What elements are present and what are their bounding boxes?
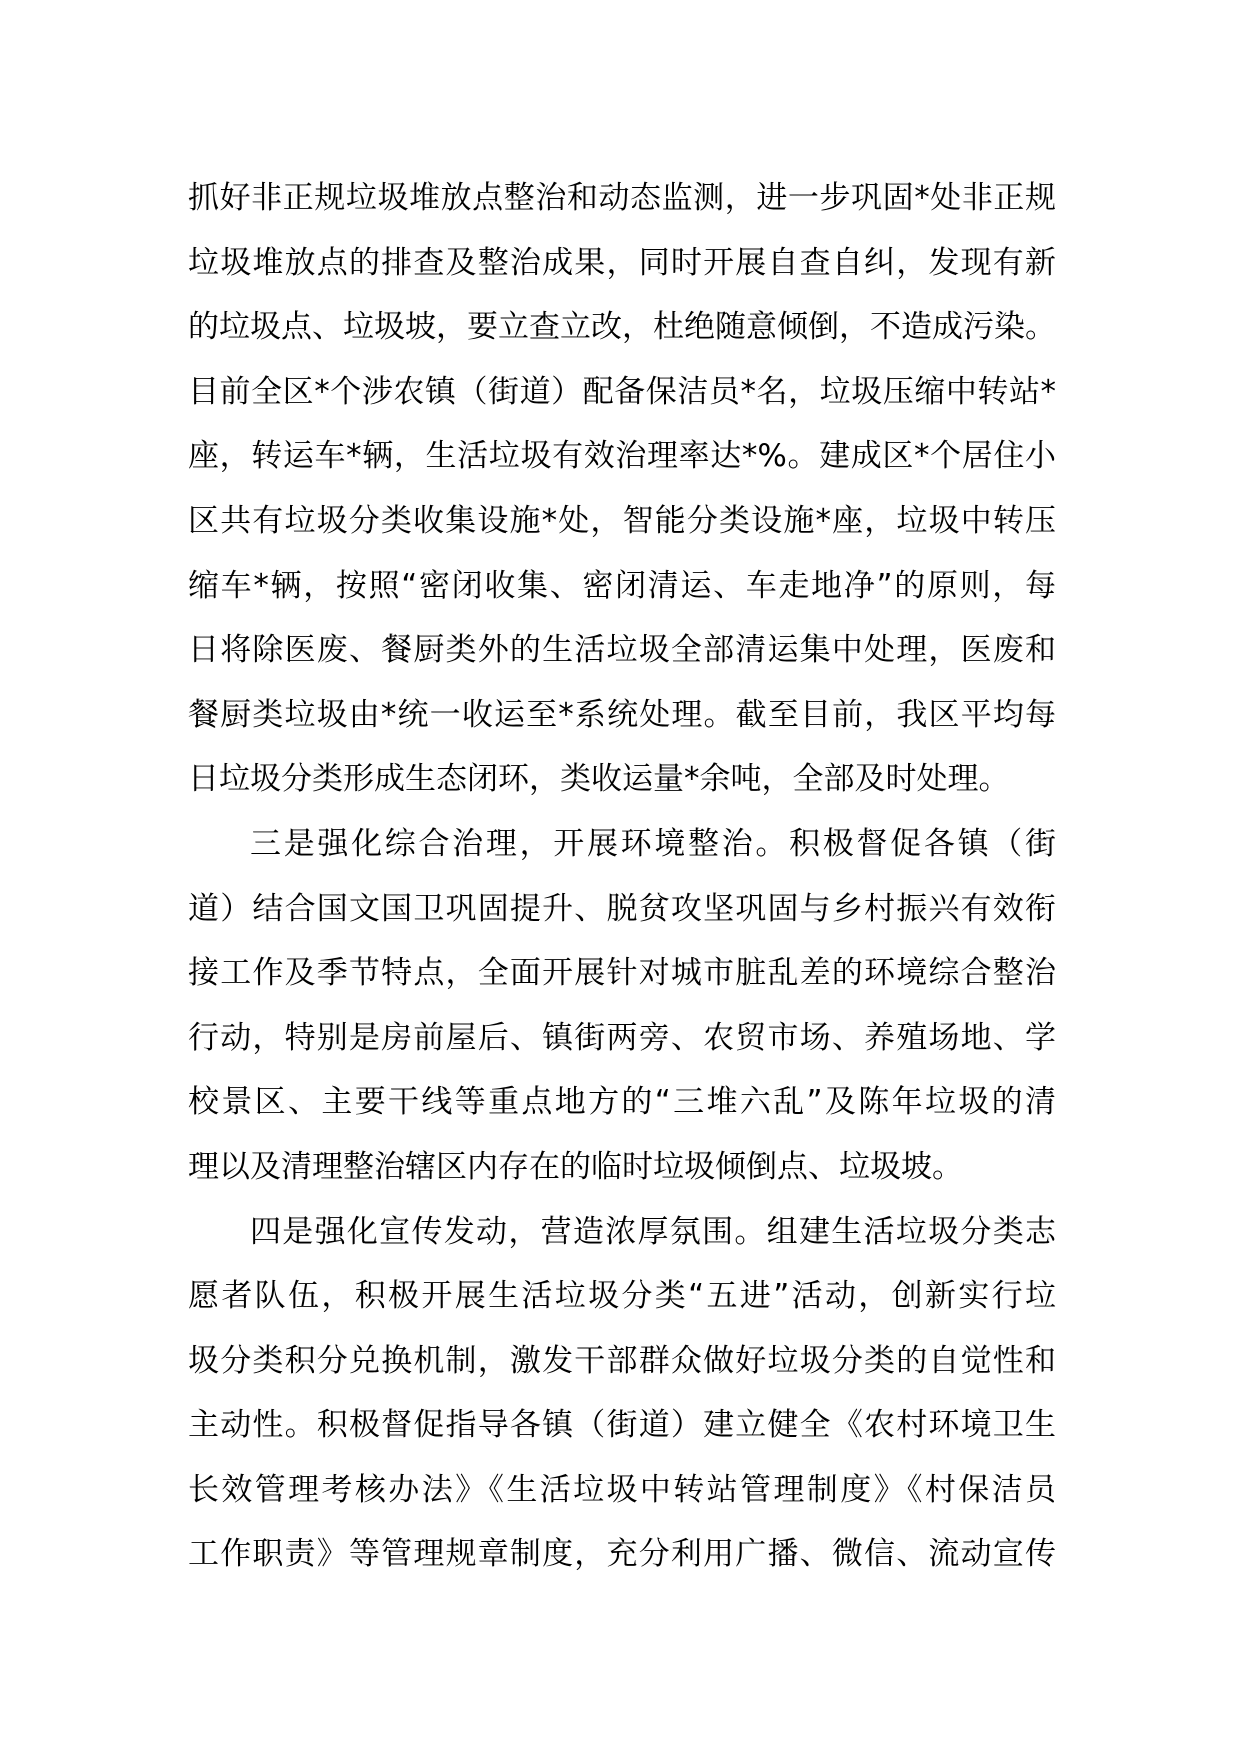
- text-line: 的垃圾点、垃圾坡，要立查立改，杜绝随意倾倒，不造成污染。: [188, 309, 1056, 346]
- text-line: 缩车*辆，按照“密闭收集、密闭清运、车走地净”的原则，每: [188, 567, 1056, 604]
- paragraph-2: [188, 812, 1056, 1200]
- text-line: 日将除医废、餐厨类外的生活垃圾全部清运集中处理，医废和: [188, 632, 1056, 669]
- text-line: 区共有垃圾分类收集设施*处，智能分类设施*座，垃圾中转压: [188, 502, 1056, 539]
- text-line: 目前全区*个涉农镇（街道）配备保洁员*名，垃圾压缩中转站*: [188, 373, 1056, 410]
- text-line: 工作职责》等管理规章制度，充分利用广播、微信、流动宣传: [188, 1536, 1056, 1573]
- text-line: 长效管理考核办法》《生活垃圾中转站管理制度》《村保洁员: [188, 1471, 1056, 1508]
- text-line: 抓好非正规垃圾堆放点整治和动态监测，进一步巩固*处非正规: [188, 180, 1056, 216]
- text-line: 行动，特别是房前屋后、镇街两旁、农贸市场、养殖场地、学: [188, 1019, 1056, 1056]
- text-line: 接工作及季节特点，全面开展针对城市脏乱差的环境综合整治: [188, 955, 1056, 992]
- text-line: 校景区、主要干线等重点地方的“三堆六乱”及陈年垃圾的清: [188, 1084, 1056, 1121]
- text-line: 垃圾堆放点的排查及整治成果，同时开展自查自纠，发现有新: [188, 244, 1056, 281]
- text-line: 三是强化综合治理，开展环境整治。积极督促各镇（街: [250, 825, 1056, 862]
- text-line: 道）结合国文国卫巩固提升、脱贫攻坚巩固与乡村振兴有效衔: [188, 890, 1056, 927]
- paragraph-1: [188, 166, 1056, 812]
- text-line: 四是强化宣传发动，营造浓厚氛围。组建生活垃圾分类志: [250, 1213, 1056, 1250]
- text-line: 日垃圾分类形成生态闭环，类收运量*余吨，全部及时处理。: [188, 761, 1010, 798]
- text-line: 餐厨类垃圾由*统一收运至*系统处理。截至目前，我区平均每: [188, 696, 1056, 733]
- text-line: 座，转运车*辆，生活垃圾有效治理率达*%。建成区*个居住小: [188, 438, 1056, 475]
- paragraph-3: [188, 1200, 1056, 1588]
- document-page: [188, 166, 1056, 1587]
- text-line: 主动性。积极督促指导各镇（街道）建立健全《农村环境卫生: [188, 1407, 1056, 1444]
- text-line: 理以及清理整治辖区内存在的临时垃圾倾倒点、垃圾坡。: [188, 1148, 963, 1185]
- text-line: 愿者队伍，积极开展生活垃圾分类“五进”活动，创新实行垃: [188, 1278, 1056, 1315]
- text-line: 圾分类积分兑换机制，激发干部群众做好垃圾分类的自觉性和: [188, 1342, 1056, 1379]
